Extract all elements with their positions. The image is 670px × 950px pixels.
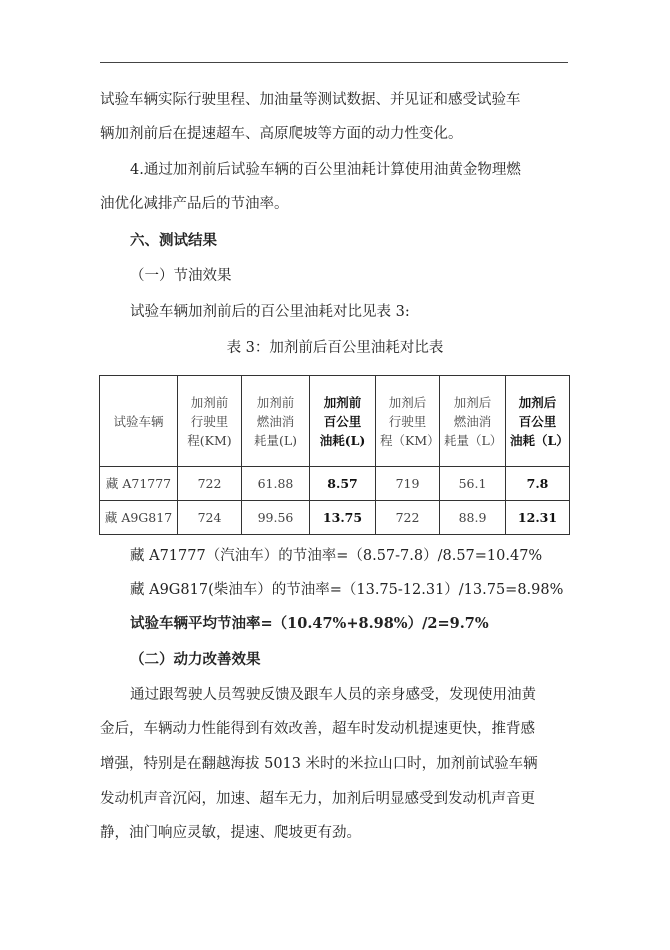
table-cell: 藏 A71777 bbox=[100, 467, 178, 501]
table-cell: 12.31 bbox=[506, 501, 570, 535]
text-line: 4.通过加剂前后试验车辆的百公里油耗计算使用油黄金物理燃 bbox=[130, 162, 521, 178]
column-header: 加剂后 百公里 油耗（L） bbox=[506, 376, 570, 467]
table-row bbox=[100, 501, 570, 535]
text-line: 试验车辆实际行驶里程、加油量等测试数据、并见证和感受试验车 bbox=[100, 92, 521, 108]
table-intro: 试验车辆加剂前后的百公里油耗对比见表 3: bbox=[130, 304, 410, 320]
subheading-fuel-saving: （一）节油效果 bbox=[130, 268, 232, 284]
column-header: 加剂前 百公里 油耗(L) bbox=[310, 376, 376, 467]
header-rule bbox=[100, 62, 568, 63]
table-row bbox=[100, 467, 570, 501]
table-cell: 88.9 bbox=[440, 501, 506, 535]
column-header: 加剂后 燃油消 耗量（L） bbox=[440, 376, 506, 467]
table-cell: 7.8 bbox=[506, 467, 570, 501]
table-cell: 藏 A9G817 bbox=[100, 501, 178, 535]
section-heading: 六、测试结果 bbox=[130, 232, 217, 249]
column-header: 试验车辆 bbox=[100, 376, 178, 467]
column-header: 加剂前 行驶里 程(KM) bbox=[178, 376, 242, 467]
table-cell: 724 bbox=[178, 501, 242, 535]
column-header: 加剂后 行驶里 程（KM） bbox=[376, 376, 440, 467]
table-cell: 722 bbox=[376, 501, 440, 535]
table-cell: 719 bbox=[376, 467, 440, 501]
table-cell: 61.88 bbox=[242, 467, 310, 501]
column-header: 加剂前 燃油消 耗量(L) bbox=[242, 376, 310, 467]
text-line: 油优化减排产品后的节油率。 bbox=[100, 196, 289, 212]
subheading-power: （二）动力改善效果 bbox=[130, 651, 261, 668]
paragraph-line: 金后，车辆动力性能得到有效改善，超车时发动机提速更快，推背感 bbox=[100, 721, 535, 737]
table-cell: 722 bbox=[178, 467, 242, 501]
calc-line-gasoline: 藏 A71777（汽油车）的节油率=（8.57-7.8）/8.57=10.47% bbox=[130, 548, 543, 564]
text-line: 辆加剂前后在提速超车、高原爬坡等方面的动力性变化。 bbox=[100, 126, 463, 142]
paragraph-line: 通过跟驾驶人员驾驶反馈及跟车人员的亲身感受，发现使用油黄 bbox=[130, 687, 536, 703]
paragraph-line: 静，油门响应灵敏，提速、爬坡更有劲。 bbox=[100, 825, 361, 841]
table-cell: 8.57 bbox=[310, 467, 376, 501]
table-cell: 56.1 bbox=[440, 467, 506, 501]
average-saving-line: 试验车辆平均节油率=（10.47%+8.98%）/2=9.7% bbox=[130, 615, 489, 632]
table-cell: 99.56 bbox=[242, 501, 310, 535]
table-cell: 13.75 bbox=[310, 501, 376, 535]
fuel-consumption-table bbox=[99, 375, 570, 535]
paragraph-line: 增强，特别是在翻越海拔 5013 米时的米拉山口时，加剂前试验车辆 bbox=[100, 756, 538, 772]
paragraph-line: 发动机声音沉闷，加速、超车无力，加剂后明显感受到发动机声音更 bbox=[100, 791, 535, 807]
calc-line-diesel: 藏 A9G817(柴油车）的节油率=（13.75-12.31）/13.75=8.98% bbox=[130, 582, 564, 598]
table-header-row bbox=[100, 376, 570, 467]
table-caption: 表 3：加剂前后百公里油耗对比表 bbox=[226, 340, 444, 356]
